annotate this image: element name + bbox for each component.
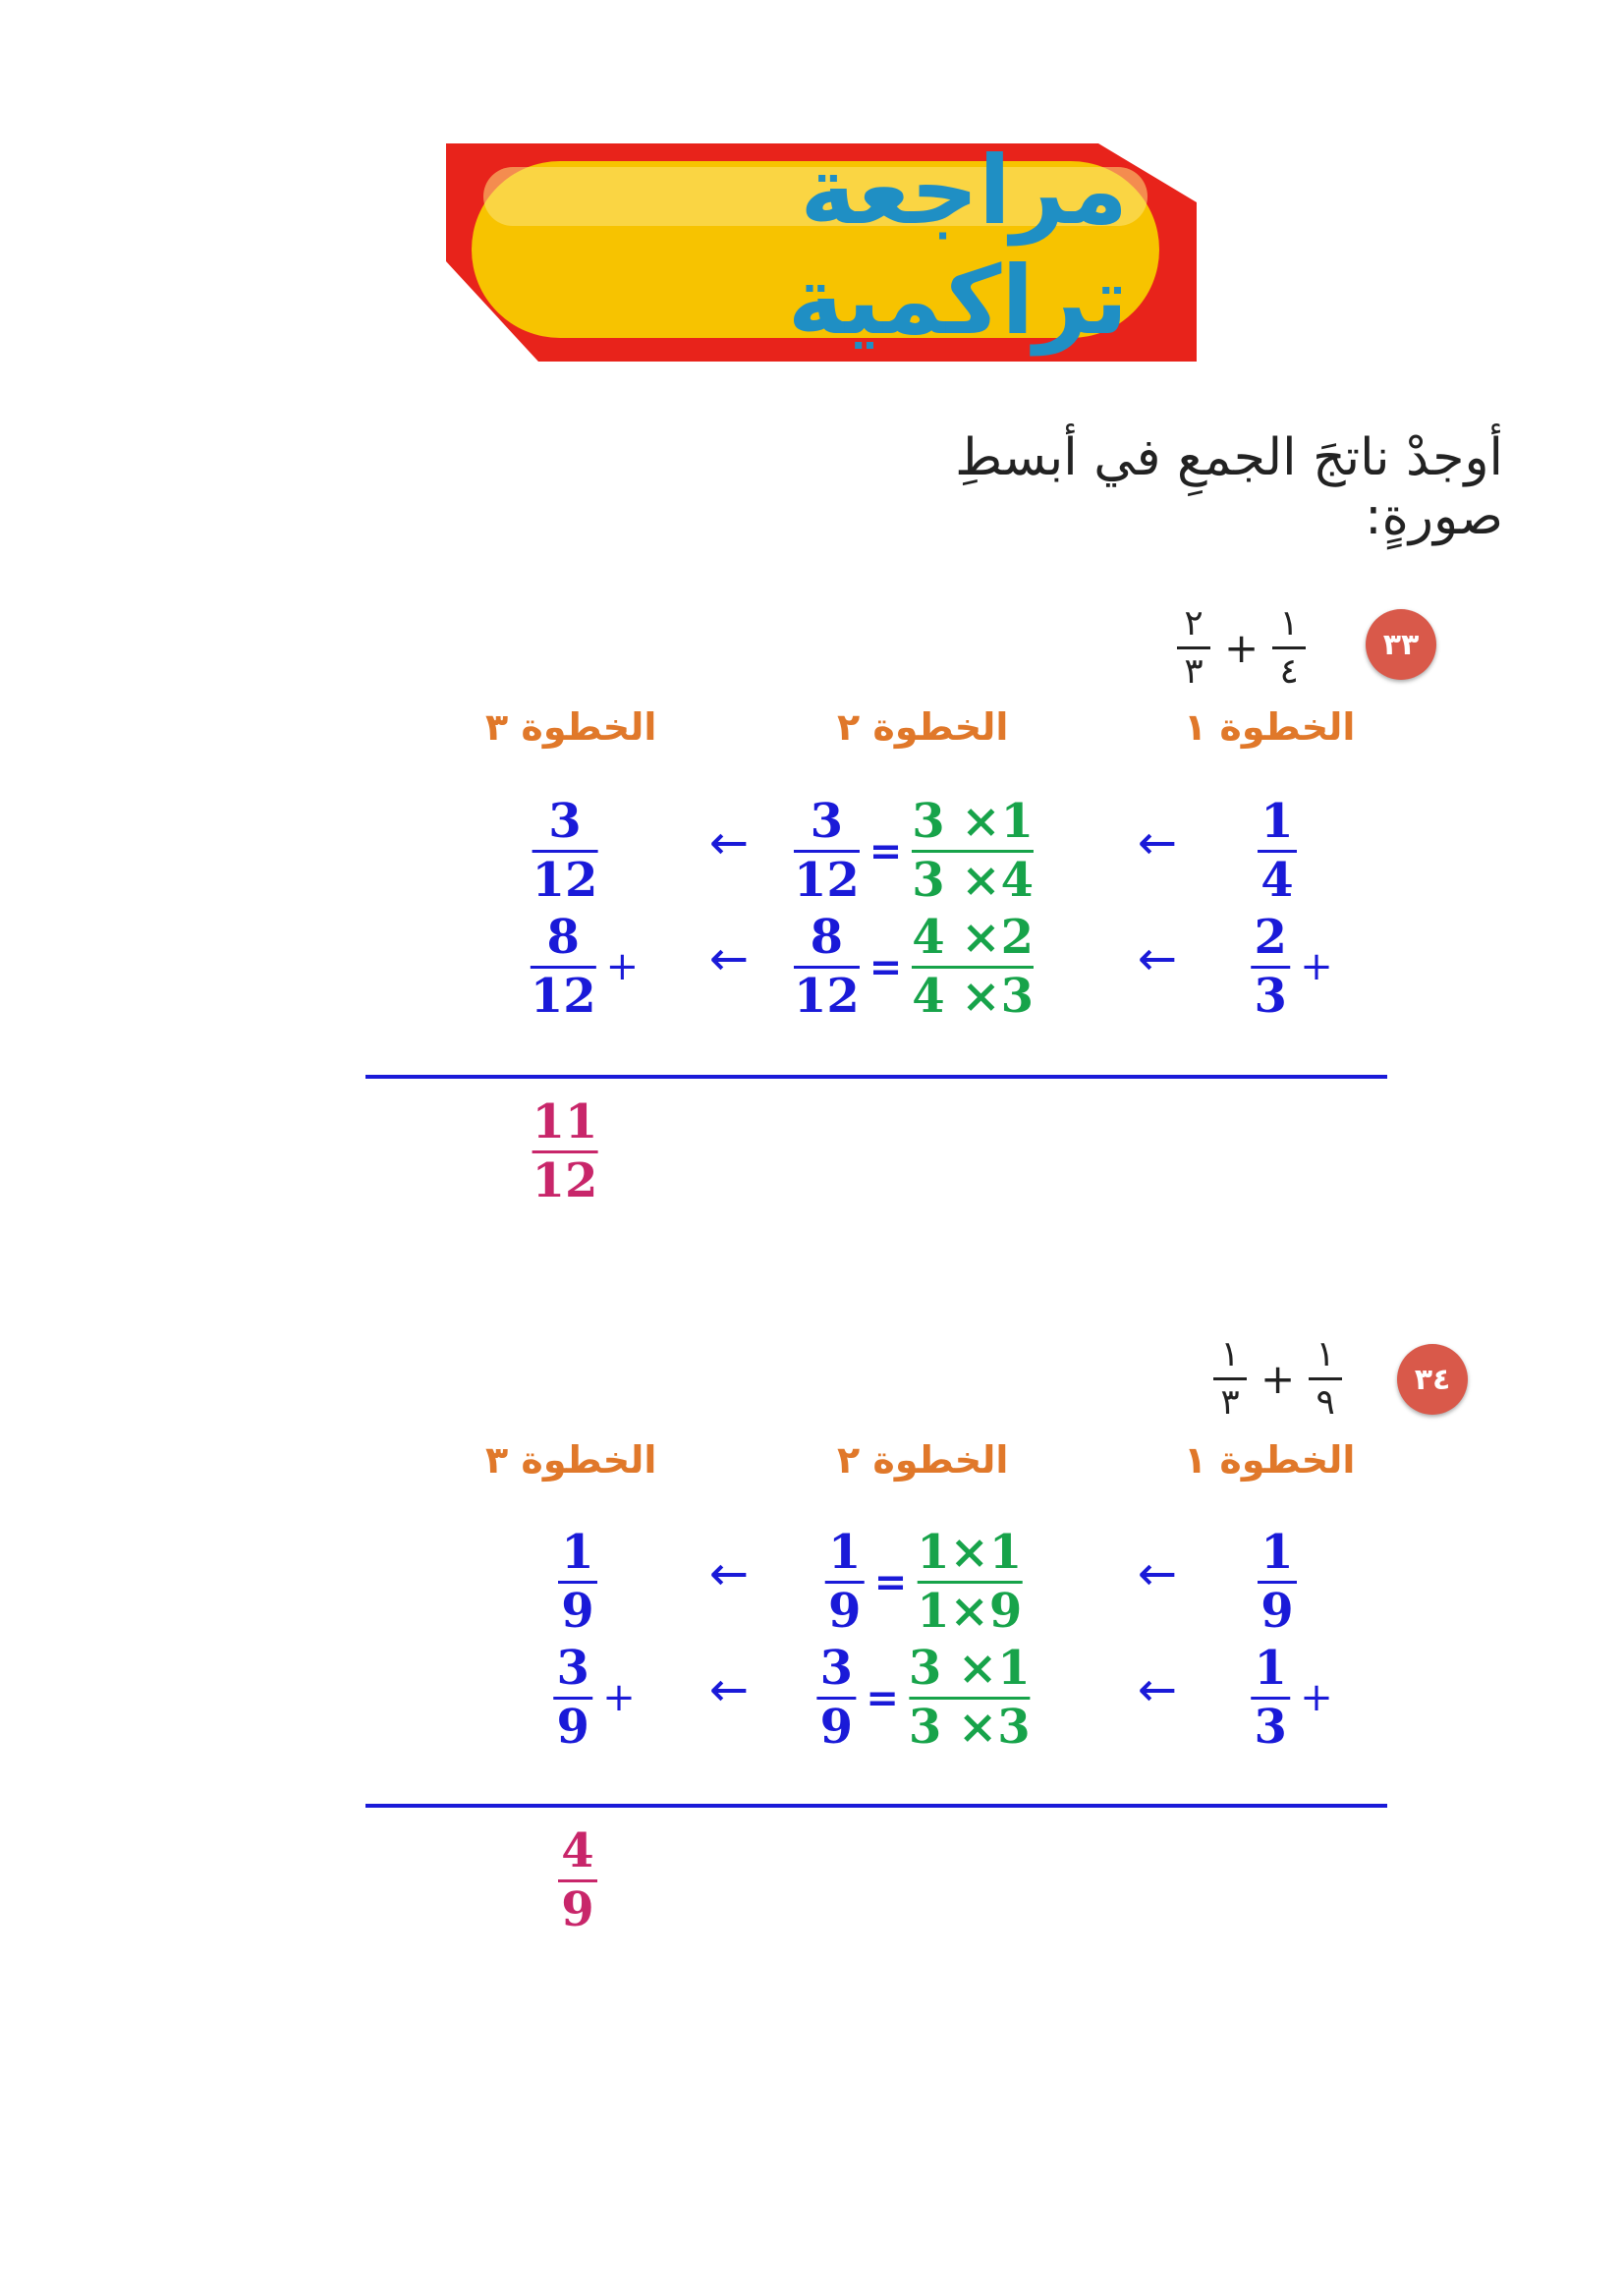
result: [532, 1096, 598, 1207]
fraction: $\frac{1}{4}$: [1258, 796, 1297, 907]
arrow-left-icon: ←: [708, 1662, 750, 1717]
exercise-fraction-b: ١ ٣: [1213, 1336, 1247, 1422]
step3-row1: [558, 1527, 597, 1638]
problem-34: [0, 1334, 1624, 1953]
arrow-left-icon: ←: [1137, 1546, 1178, 1601]
fraction: $\frac{8}{12}$: [793, 910, 860, 1024]
fraction: $\frac{3}{12}$: [793, 794, 860, 908]
exercise-fraction-a: ١ ٩: [1309, 1336, 1342, 1422]
exercise-fraction-a: ١ ٤: [1272, 605, 1306, 691]
fraction: $\frac{1}{3}$: [1251, 1643, 1290, 1754]
fraction: $\frac{1}{9}$: [825, 1527, 865, 1638]
fraction: $\frac{1}{9}$: [1258, 1527, 1297, 1638]
step1-row2: [1251, 1643, 1333, 1754]
step3-row2: [553, 1643, 636, 1754]
arrow-left-icon: ←: [1137, 1662, 1178, 1717]
step-2-label: الخطوة ٢: [837, 1438, 1009, 1482]
title-banner: [440, 136, 1197, 362]
step2-row1: [794, 796, 1034, 907]
equals-sign: =: [873, 1558, 908, 1605]
multiplication-fraction: $\frac{3 \times 1}{3 \times 4}$: [912, 794, 1035, 908]
step3-row2: [531, 912, 639, 1023]
plus-sign: +: [1300, 944, 1333, 990]
problem-number-badge: ٣٣: [1366, 609, 1436, 680]
step-3-label: الخطوة ٣: [485, 1438, 657, 1482]
page-title: مراجعة تراكمية: [787, 136, 1128, 356]
result: [558, 1825, 597, 1936]
exercise-fraction-b: ٢ ٣: [1177, 605, 1210, 691]
multiplication-fraction: $\frac{4 \times 2}{4 \times 3}$: [912, 910, 1035, 1024]
exercise-expression: [1177, 605, 1306, 691]
step3-row1: [532, 796, 598, 907]
arrow-left-icon: ←: [708, 1546, 750, 1601]
step2-row2: [794, 912, 1034, 1023]
problem-33: [0, 603, 1624, 1218]
step1-row2: [1251, 912, 1333, 1023]
equals-sign: =: [868, 943, 903, 990]
arrow-left-icon: ←: [708, 815, 750, 870]
fraction: $\frac{8}{12}$: [530, 910, 596, 1024]
sum-line: [365, 1075, 1387, 1079]
plus-sign: +: [602, 1675, 636, 1721]
equals-sign: =: [868, 827, 903, 874]
fraction: $\frac{3}{9}$: [816, 1643, 856, 1754]
arrow-left-icon: ←: [1137, 931, 1178, 986]
step-1-label: الخطوة ١: [1184, 1438, 1356, 1482]
exercise-expression: [1213, 1336, 1342, 1422]
multiplication-fraction: $\frac{1\times 1}{1\times 9}$: [917, 1525, 1023, 1639]
instruction-text: أوجدْ ناتجَ الجمعِ في أبسطِ صورةٍ:: [955, 428, 1503, 546]
step2-row2: [816, 1643, 1030, 1754]
exercise-plus: +: [1260, 1354, 1296, 1403]
step1-row1: [1258, 1527, 1297, 1638]
arrow-left-icon: ←: [708, 931, 750, 986]
arrow-left-icon: ←: [1137, 815, 1178, 870]
plus-sign: +: [605, 944, 640, 990]
step-3-label: الخطوة ٣: [485, 705, 657, 749]
step1-row1: [1258, 796, 1297, 907]
fraction: $\frac{3}{9}$: [553, 1643, 592, 1754]
step-2-label: الخطوة ٢: [837, 705, 1009, 749]
equals-sign: =: [866, 1674, 899, 1721]
plus-sign: +: [1300, 1675, 1333, 1721]
multiplication-fraction: $\frac{3 \times 1}{3 \times 3}$: [908, 1641, 1031, 1755]
result-fraction: $\frac{4}{9}$: [558, 1825, 597, 1936]
fraction: $\frac{1}{9}$: [558, 1527, 597, 1638]
result-fraction: $\frac{11}{12}$: [532, 1094, 598, 1208]
exercise-plus: +: [1224, 623, 1260, 672]
sum-line: [365, 1804, 1387, 1808]
step2-row1: [825, 1527, 1023, 1638]
fraction: $\frac{2}{3}$: [1251, 912, 1290, 1023]
step-1-label: الخطوة ١: [1184, 705, 1356, 749]
problem-number-badge: ٣٤: [1397, 1344, 1468, 1415]
fraction: $\frac{3}{12}$: [532, 794, 598, 908]
